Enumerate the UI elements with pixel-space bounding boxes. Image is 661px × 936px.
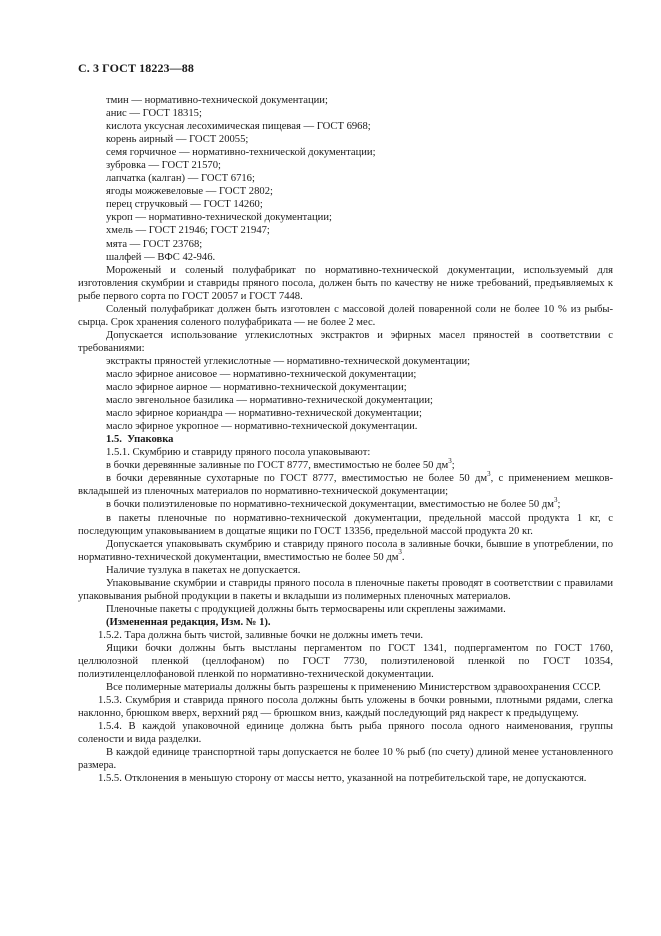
list-item: ягоды можжевеловые — ГОСТ 2802; <box>106 186 273 198</box>
list-item: лапчатка (калган) — ГОСТ 6716; <box>106 173 255 185</box>
packaging-option-wooden-dry: в бочки деревянные сухотарные по ГОСТ 8777, вместимостью не более 50 $дм^3$, с применением мешков-вкладышей из пленочных материалов по нормативно-технической документации; <box>78 469 613 498</box>
paragraph-brine: Наличие тузлука в пакетах не допускается. <box>106 564 301 576</box>
paragraph-used-barrels: Допускается упаковывать скумбрию и ставриду пряного посола в заливные бочки, бывшие в употреблении, по нормативно-технической документации, вместимостью не более 50 $дм^3$. <box>78 538 613 563</box>
oil-list <box>78 355 613 433</box>
packaging-option-film-bags: в пакеты пленочные по нормативно-технической документации, предельной массой продукта 1 кг, с последующим упаковыванием в дощатые ящики по ГОСТ 13356, предельной массой продукта 20 кг. <box>78 512 613 537</box>
packaging-option-wooden-liquid: в бочки деревянные заливные по ГОСТ 8777, вместимостью не более 50 $дм^3$; <box>106 456 455 472</box>
list-item: масло эвгенольное базилика — нормативно-технической документации; <box>106 395 433 407</box>
list-item: укроп — нормативно-технической документации; <box>106 212 332 224</box>
clause-1-5-3: 1.5.3. Скумбрия и ставрида пряного посола должны быть уложены в бочки ровными, плотными рядами, слегка наклонно, брюшком вверх, верхний ряд — брюшком вниз, каждый последующий ряд накрест к предыдущему. <box>78 695 613 720</box>
list-item: тмин — нормативно-технической документации; <box>106 95 328 106</box>
list-item: кислота уксусная лесохимическая пищевая — ГОСТ 6968; <box>106 121 371 133</box>
list-item: масло эфирное кориандра — нормативно-технической документации; <box>106 408 422 420</box>
paragraph-salted-semi-product: Соленый полуфабрикат должен быть изготовлен с массовой долей поваренной соли не более 10 % из рыбы-сырца. Срок хранения соленого полуфабриката — не более 2 мес. <box>78 303 613 328</box>
superscript: 3 <box>398 548 402 557</box>
list-item: мята — ГОСТ 23768; <box>106 238 203 250</box>
list-item: масло эфирное аирное — нормативно-технической документации; <box>106 382 407 394</box>
packaging-option-polyethylene: в бочки полиэтиленовые по нормативно-технической документации, вместимостью не более 50 $дм^3$; <box>106 495 561 511</box>
spice-list <box>78 94 613 264</box>
section-title: Упаковка <box>127 434 174 446</box>
list-item: масло эфирное анисовое — нормативно-технической документации; <box>106 368 417 380</box>
superscript: 3 <box>553 495 558 504</box>
list-item: масло эфирное укропное — нормативно-технической документации. <box>106 421 418 433</box>
revision-note: (Измененная редакция, Изм. № 1). <box>106 616 271 628</box>
list-item: семя горчичное — нормативно-технической документации; <box>106 147 376 159</box>
list-item: хмель — ГОСТ 21946; ГОСТ 21947; <box>106 225 270 237</box>
list-item: шалфей — ВФС 42-946. <box>106 251 216 263</box>
section-number: 1.5. <box>106 434 122 446</box>
clause-1-5-4: 1.5.4. В каждой упаковочной единице должна быть рыба пряного посола одного наименования, группы солености и вида разделки. <box>78 721 613 746</box>
list-item: зубровка — ГОСТ 21570; <box>106 160 221 172</box>
page-header: С. 3 ГОСТ 18223—88 <box>78 61 194 75</box>
list-item: корень аирный — ГОСТ 20055; <box>106 134 249 146</box>
clause-1-5-2: 1.5.2. Тара должна быть чистой, заливные бочки не должны иметь течи. <box>98 629 424 641</box>
paragraph-film-packaging: Упаковывание скумбрии и ставриды пряного посола в пленочные пакеты проводят в соответствии с правилами упаковывания рыбной продукции в пакеты и вкладыши из полимерных пленочных материалов. <box>78 577 613 602</box>
section-heading-packaging <box>78 433 613 446</box>
paragraph-box-lining: Ящики бочки должны быть выстланы пергаментом по ГОСТ 1341, подпергаментом по ГОСТ 1760, целлюлозной пленкой (целлофаном) по ГОСТ 7730, полиэтиленовой пленкой по ГОСТ 10354, полиэтиленцеллофановой пленкой по нормативно-технической документации. <box>78 642 613 681</box>
paragraph-polymer-materials: Все полимерные материалы должны быть разрешены к применению Министерством здравоохранения СССР. <box>106 682 601 694</box>
document-body <box>78 94 613 785</box>
superscript: 3 <box>448 456 452 465</box>
paragraph-transport-tare: В каждой единице транспортной тары допускается не более 10 % рыб (по счету) длиной менее установленного размера. <box>78 747 613 772</box>
list-item: экстракты пряностей углекислотные — нормативно-технической документации; <box>106 355 471 367</box>
list-item: перец стручковый — ГОСТ 14260; <box>106 199 263 211</box>
clause-1-5-5: 1.5.5. Отклонения в меньшую сторону от массы нетто, указанной на потребительской таре, не допускаются. <box>98 773 587 785</box>
paragraph-frozen-semi-product: Мороженый и соленый полуфабрикат по нормативно-технической документации, используемый для изготовления скумбрии и ставриды пряного посола, должен быть по качеству не ниже требований, предъявляемых к рыбе первого сорта по ГОСТ 20057 и ГОСТ 7448. <box>78 264 613 302</box>
paragraph-extracts: Допускается использование углекислотных экстрактов и эфирных масел пряностей в соответствии с требованиями: <box>78 329 613 354</box>
paragraph-sealed-bags: Пленочные пакеты с продукцией должны быть термосварены или скреплены зажимами. <box>106 603 506 615</box>
clause-1-5-1: 1.5.1. Скумбрию и ставриду пряного посола упаковывают: <box>106 447 371 459</box>
list-item: анис — ГОСТ 18315; <box>106 108 202 120</box>
superscript: 3 <box>487 469 491 478</box>
